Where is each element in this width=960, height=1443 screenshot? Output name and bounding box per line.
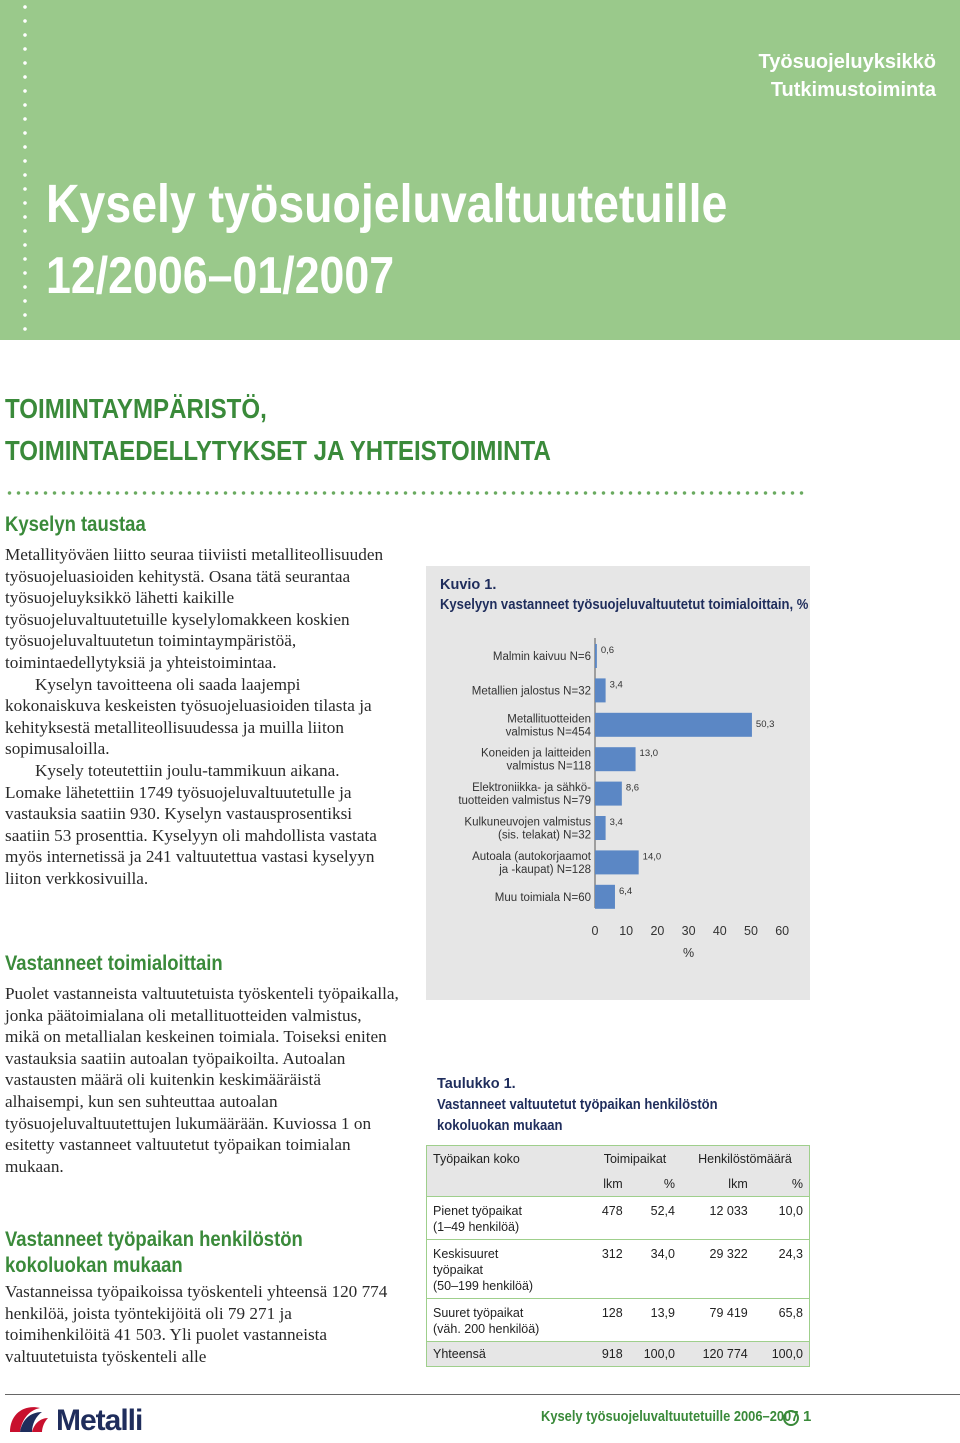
toimialoittain-body <box>5 983 400 1177</box>
chart-value-label: 50,3 <box>755 718 775 730</box>
chart-bar <box>595 850 639 874</box>
title-line-2: 12/2006–01/2007 <box>46 247 395 305</box>
label-line: (50–199 henkilöä) <box>433 1279 534 1293</box>
chart-tick-label: 20 <box>650 924 665 938</box>
section-heading-line-2: TOIMINTAEDELLYTYKSET JA YHTEISTOIMINTA <box>5 435 551 466</box>
table-header-cell: lkm <box>681 1172 754 1197</box>
label-line: Suuret työpaikat <box>433 1306 524 1320</box>
table-cell: 918 <box>589 1342 629 1367</box>
table-total-row <box>427 1342 810 1367</box>
chart-category-label: Koneiden ja laitteiden <box>481 747 591 760</box>
chart-bar <box>595 678 606 702</box>
table-cell: 10,0 <box>754 1197 810 1240</box>
chart-category-label: Metallien jalostus N=32 <box>471 685 591 698</box>
figure-title: Kyselyyn vastanneet työsuojeluvaltuutetut toimialoittain, % <box>440 597 809 613</box>
table-cell: 13,9 <box>629 1299 681 1342</box>
footer-rule <box>5 1394 960 1395</box>
heading-kokoluokka <box>5 1227 303 1279</box>
chart-value-label: 6,4 <box>618 885 633 897</box>
table-cell: 12 033 <box>681 1197 754 1240</box>
chart-category-label: valmistus N=118 <box>506 760 591 773</box>
document-title <box>46 168 838 312</box>
table-cell: 52,4 <box>629 1197 681 1240</box>
chart-category-label: ja -kaupat) N=128 <box>499 863 591 876</box>
toimialoittain-paragraph-1: Puolet vastanneista valtuutetuista työskenteli työpaikalla, jonka päätoimialana oli metallituotteiden valmistus, mikä on metallialan keskeinen toimiala. Toiseksi eniten vastauksia saatiin autoalan työpaikoilta. Autoalan vastausten määrä oli kuitenkin keskimääräistä alhaisempi, kun sen suhteuttaa autoalan työsuojeluvaltuutettujen lukumäärään. Kuviossa 1 on esitetty vastanneet valtuutetut työpaikan toimialan mukaan. <box>5 984 399 1176</box>
table-cell: 120 774 <box>681 1342 754 1367</box>
table-row-label <box>427 1299 590 1342</box>
chart-value-label: 14,0 <box>642 851 662 863</box>
chart-category-label: Metallituotteiden <box>507 713 591 726</box>
chart-category-label: valmistus N=454 <box>505 726 591 739</box>
size-class-table <box>426 1145 810 1367</box>
table-row-label: Yhteensä <box>427 1342 590 1367</box>
kokoluokka-heading-line-2: kokoluokan mukaan <box>5 1254 183 1277</box>
chart-value-label: 0,6 <box>600 645 615 656</box>
dotted-rule-horizontal <box>5 490 807 496</box>
table-cell: 24,3 <box>754 1240 810 1299</box>
table-row <box>427 1197 810 1240</box>
unit-name <box>759 48 936 104</box>
chart-value-label: 3,4 <box>609 817 623 828</box>
heading-kyselyn-taustaa: Kyselyn taustaa <box>5 513 146 536</box>
industry-bar-chart <box>426 566 810 1000</box>
table-title: Vastanneet valtuutetut työpaikan henkilöstön kokoluokan mukaan <box>437 1097 718 1134</box>
table-row <box>427 1299 810 1342</box>
section-heading-line-1: TOIMINTAYMPÄRISTÖ, <box>5 393 267 424</box>
page-number: 1 <box>803 1408 812 1425</box>
table-cell: 79 419 <box>681 1299 754 1342</box>
chart-bar <box>595 644 597 668</box>
table-header-cell: Henkilöstömäärä <box>681 1146 810 1173</box>
dotted-rule-vertical <box>22 0 28 340</box>
table-subheader-row <box>427 1172 810 1197</box>
table-row-label <box>427 1197 590 1240</box>
label-line: (1–49 henkilöä) <box>433 1220 520 1234</box>
chart-bar <box>595 713 752 737</box>
table-header-cell: % <box>754 1172 810 1197</box>
chart-category-label: Malmin kaivuu N=6 <box>492 651 591 663</box>
chart-bar <box>595 885 615 909</box>
table-header-cell <box>427 1172 590 1197</box>
table-cell: 29 322 <box>681 1240 754 1299</box>
taustaa-paragraph-3: Kysely toteutettiin joulu-tammikuun aikana. Lomake lähetettiin 1749 työsuojeluvaltuutetulle ja vastauksia saatiin 930. Kyselyn vastausprosentiksi saatiin 53 prosenttia. Kyselyyn oli mahdollista vastata myös internetissä ja 241 valtuutettua vastasi kyselyyn liiton verkkosivuilla. <box>5 760 377 888</box>
chart-tick-label: 60 <box>775 924 790 938</box>
chart-category-label: Autoala (autokorjaamot <box>472 850 591 863</box>
taustaa-paragraph-2: Kyselyn tavoitteena oli saada laajempi kokonaiskuva keskeisten työsuojeluasioiden tilasta ja kehityksestä metalliteollisuudessa ja muilla liiton sopimusaloilla. <box>5 674 372 759</box>
taustaa-paragraph-1: Metallityöväen liitto seuraa tiiviisti metalliteollisuuden työsuojeluasioiden kehitystä. Osana tätä seurantaa työsuojeluyksikkö lähetti kaikille työsuojeluvaltuutetuille kyselylomakkeen koskien työsuojeluvaltuutetun toimintaympäristöä, toimintaedellytyksiä ja yhteistoimintaa. <box>5 545 384 672</box>
table-row <box>427 1240 810 1299</box>
chart-category-label: Elektroniikka- ja sähkö- <box>472 782 591 795</box>
table-header-cell: lkm <box>589 1172 629 1197</box>
table-label: Taulukko 1. <box>437 1076 516 1092</box>
unit-line-2: Tutkimustoiminta <box>770 79 936 101</box>
figure-1 <box>426 566 810 1000</box>
chart-value-label: 8,6 <box>625 782 640 794</box>
title-line-1: Kysely työsuojeluvaltuutetuille <box>46 174 728 234</box>
chart-value-label: 3,4 <box>609 679 623 691</box>
chart-axis-label: % <box>683 946 695 960</box>
table-header-row <box>427 1146 810 1173</box>
metalli-logo-icon <box>6 1402 52 1438</box>
label-line: työpaikat <box>433 1263 484 1277</box>
table-cell: 478 <box>589 1197 629 1240</box>
header-banner <box>0 0 960 340</box>
table-header-cell: Työpaikan koko <box>427 1146 590 1173</box>
kokoluokka-body <box>5 1281 400 1367</box>
heading-vastanneet-toimialoittain: Vastanneet toimialoittain <box>5 952 223 975</box>
chart-tick-label: 10 <box>619 924 634 938</box>
chart-bar <box>595 816 606 840</box>
chart-value-label: 13,0 <box>639 748 659 760</box>
label-line: Keskisuuret <box>433 1247 499 1261</box>
chart-category-label: tuotteiden valmistus N=79 <box>458 795 591 808</box>
table-cell: 100,0 <box>754 1342 810 1367</box>
label-line: Pienet työpaikat <box>433 1204 522 1218</box>
kokoluokka-paragraph-1: Vastanneissa työpaikoissa työskenteli yhteensä 120 774 henkilöä, joista työntekijöitä oli 79 271 ja toimihenkilöitä 41 503. Yli puolet vastanneista valtuutetuista työskenteli alle <box>5 1282 388 1366</box>
table-cell: 128 <box>589 1299 629 1342</box>
table-cell: 65,8 <box>754 1299 810 1342</box>
chart-tick-label: 30 <box>681 924 696 938</box>
chart-tick-label: 40 <box>712 924 727 938</box>
metalli-logo-text: Metalli <box>56 1404 143 1437</box>
chart-category-label: (sis. telakat) N=32 <box>498 829 591 842</box>
table-cell: 34,0 <box>629 1240 681 1299</box>
table-header-cell: % <box>629 1172 681 1197</box>
circle-icon <box>783 1410 799 1426</box>
section-heading <box>5 388 551 472</box>
table-header-cell: Toimipaikat <box>589 1146 681 1173</box>
unit-line-1: Työsuojeluyksikkö <box>758 51 936 73</box>
chart-category-label: Muu toimiala N=60 <box>494 891 591 904</box>
table-cell: 312 <box>589 1240 629 1299</box>
chart-tick-label: 0 <box>591 924 599 938</box>
chart-category-label: Kulkuneuvojen valmistus <box>464 816 591 829</box>
table-cell: 100,0 <box>629 1342 681 1367</box>
taustaa-body <box>5 544 400 890</box>
label-line: (väh. 200 henkilöä) <box>433 1322 540 1336</box>
chart-bar <box>595 747 636 771</box>
figure-label: Kuvio 1. <box>440 577 497 593</box>
chart-tick-label: 50 <box>744 924 758 938</box>
kokoluokka-heading-line-1: Vastanneet työpaikan henkilöstön <box>5 1228 303 1251</box>
chart-bar <box>595 782 622 806</box>
footer-title: Kysely työsuojeluvaltuutetuille 2006–2007 <box>541 1408 799 1425</box>
table-row-label <box>427 1240 590 1299</box>
